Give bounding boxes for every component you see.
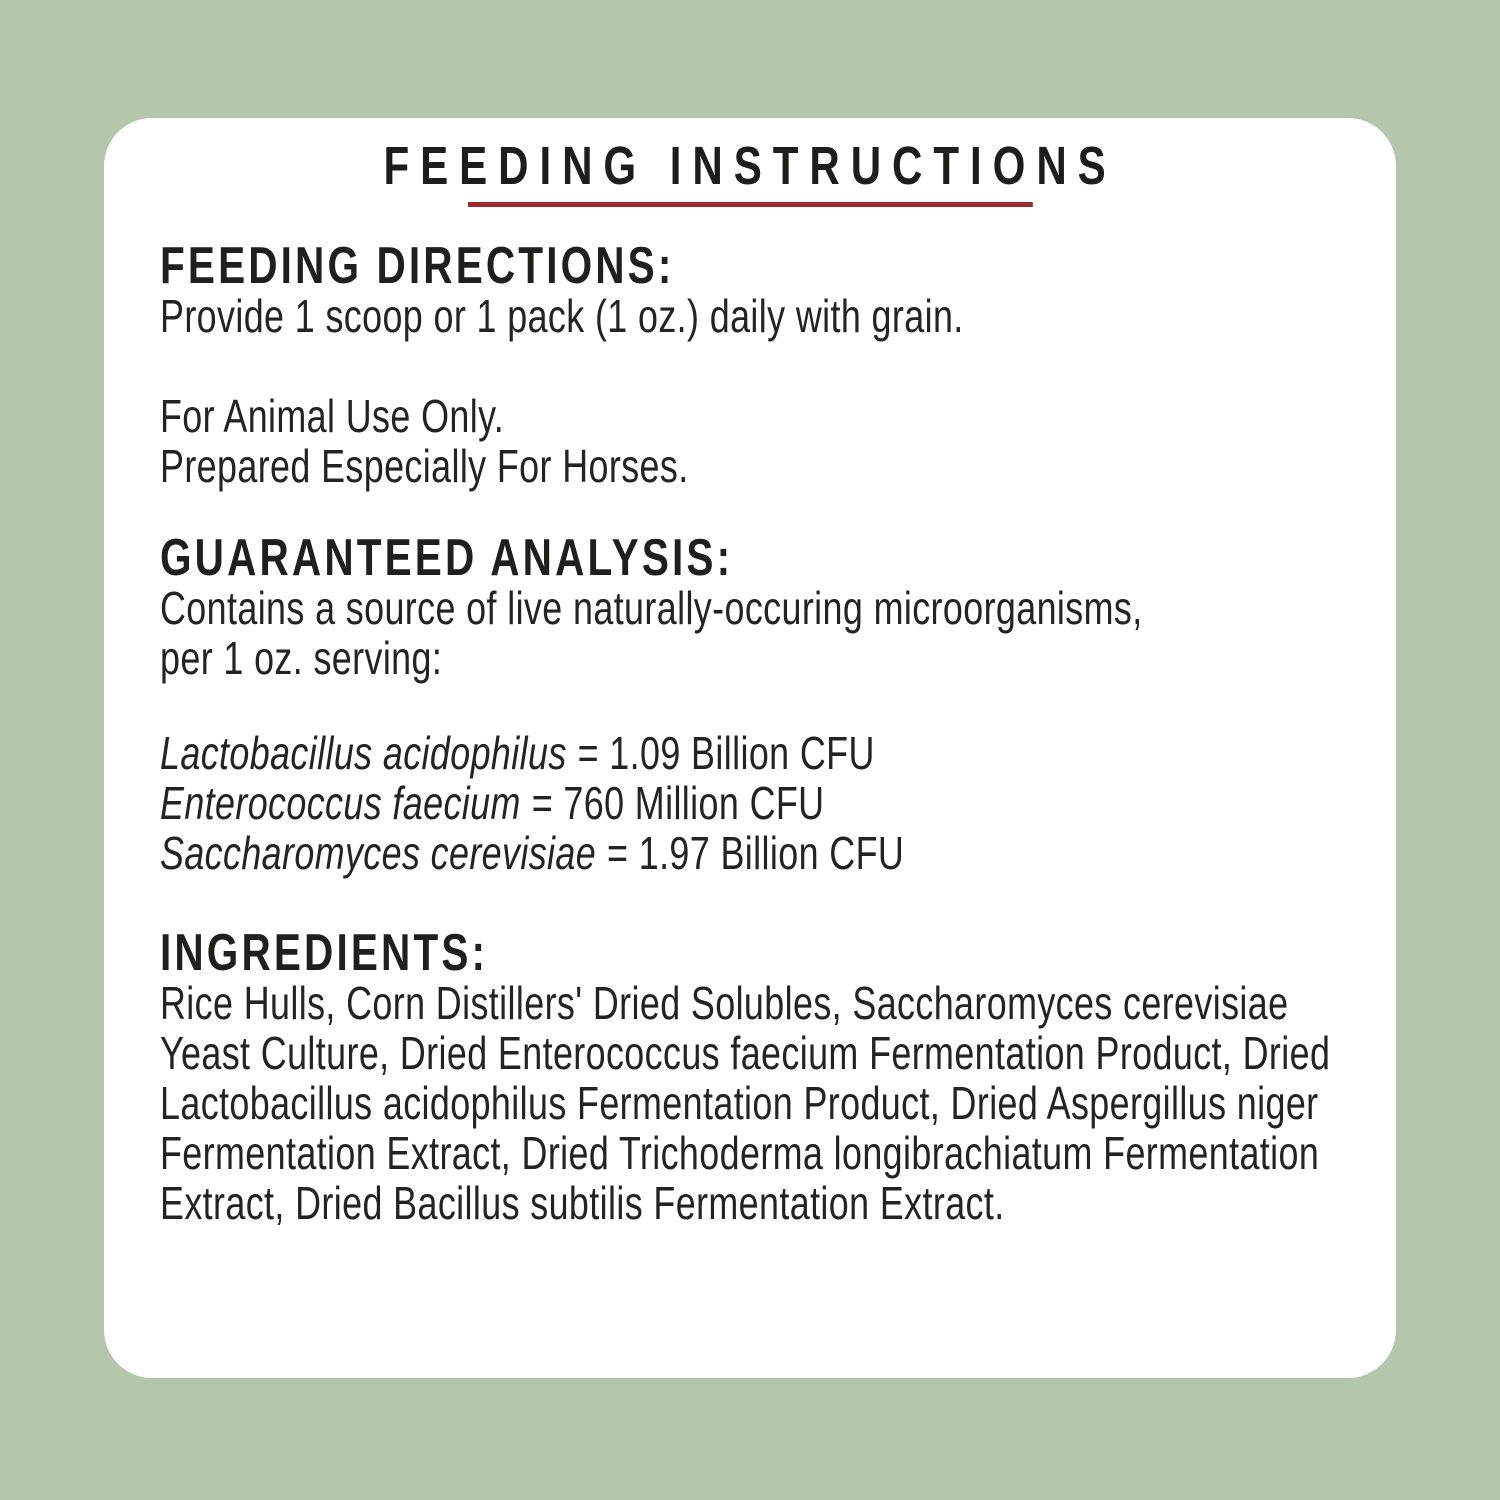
title-underline-rule	[468, 202, 1033, 207]
organism-amount: = 1.97 Billion CFU	[607, 827, 905, 879]
feeding-directions-heading: FEEDING DIRECTIONS:	[160, 237, 675, 295]
ingredients-text: Rice Hulls, Corn Distillers' Dried Solubles, Saccharomyces cerevisiae Yeast Culture, Dried Enterococcus faecium Fermentation Product, Dried Lactobacillus acidophilus Fermentation Product, Dried Aspergillus niger Fermentation Extract, Dried Trichoderma longibrachiatum Fermentation Extract, Dried Bacillus subtilis Fermentation Extract.	[160, 977, 1331, 1229]
organism-row	[160, 778, 1340, 828]
usage-notes	[160, 391, 1340, 491]
organism-name: Saccharomyces cerevisiae	[160, 827, 597, 879]
label-card	[104, 118, 1396, 1378]
organism-name: Enterococcus faecium	[160, 777, 521, 829]
analysis-intro-line2: per 1 oz. serving:	[160, 632, 443, 684]
label-content	[160, 118, 1340, 1228]
organism-name: Lactobacillus acidophilus	[160, 727, 567, 779]
organism-list	[160, 728, 1340, 878]
guaranteed-analysis-intro	[160, 583, 1340, 683]
guaranteed-analysis-heading: GUARANTEED ANALYSIS:	[160, 529, 734, 587]
organism-row	[160, 828, 1340, 878]
organism-amount: = 760 Million CFU	[531, 777, 825, 829]
feeding-directions-text: Provide 1 scoop or 1 pack (1 oz.) daily with grain.	[160, 290, 964, 342]
ingredients-heading: INGREDIENTS:	[160, 924, 489, 982]
animal-use-note: For Animal Use Only.	[160, 390, 505, 442]
organism-amount: = 1.09 Billion CFU	[577, 727, 875, 779]
organism-row	[160, 728, 1340, 778]
analysis-intro-line1: Contains a source of live naturally-occuring microorganisms,	[160, 582, 1143, 634]
page-title: FEEDING INSTRUCTIONS	[383, 136, 1117, 196]
prepared-for-horses-note: Prepared Especially For Horses.	[160, 440, 689, 492]
